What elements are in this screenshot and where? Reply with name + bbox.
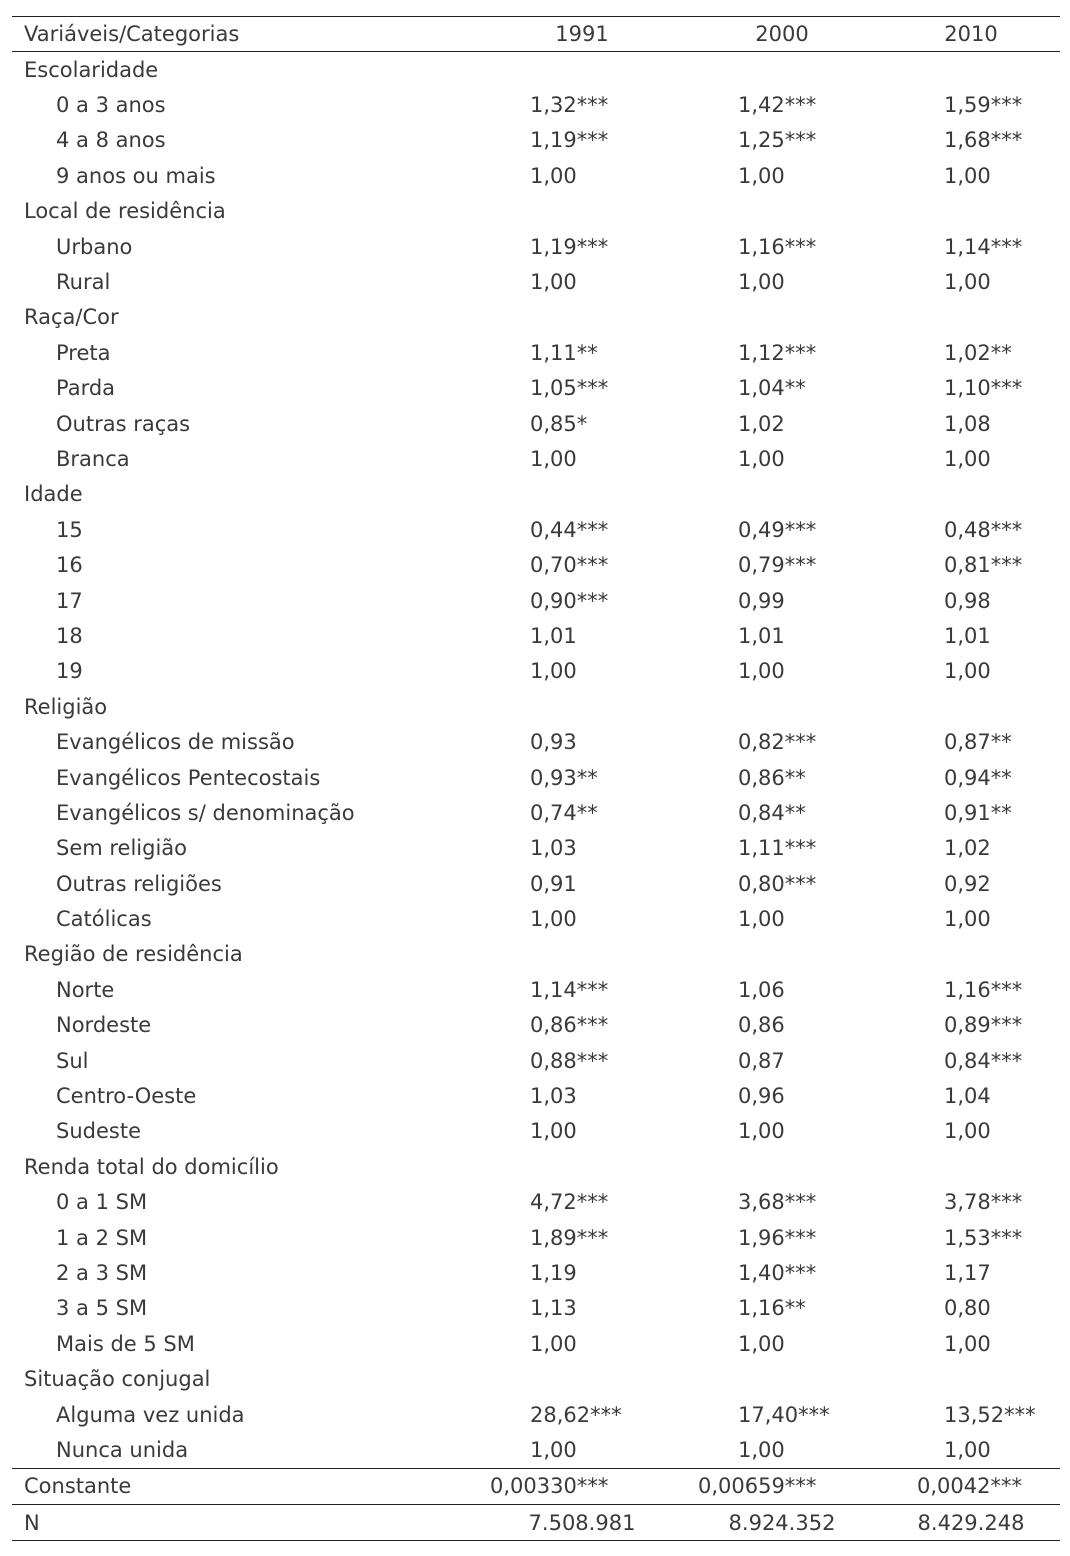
table-row [12,335,1060,370]
table-row [12,1397,1060,1432]
value-1991: 28,62*** [530,1402,622,1427]
value-1991: 4,72*** [530,1190,609,1215]
category-label: 15 [56,517,83,542]
value-1991: 0,70*** [530,553,609,578]
table-row [12,1043,1060,1078]
category-label: 16 [56,553,83,578]
table-row [12,371,1060,406]
category-label: 17 [56,588,83,613]
group-title: Escolaridade [24,57,159,82]
value-2010: 1,04 [944,1084,991,1109]
value-2010: 0,48*** [944,517,1023,542]
value-2010: 1,08 [944,411,991,436]
value-1991: 1,00 [530,446,577,471]
value-2000: 1,04** [738,376,806,401]
table-row [12,1114,1060,1149]
value-2010: 1,01 [944,623,991,648]
value-2000: 1,11*** [738,836,817,861]
table-row [12,123,1060,158]
category-label: Nordeste [56,1013,152,1038]
value-2010: 0,92 [944,871,991,896]
value-1991: 1,00 [530,163,577,188]
value-2000: 0,80*** [738,871,817,896]
value-2000: 1,96*** [738,1225,817,1250]
value-2010: 1,59*** [944,93,1023,118]
value-2010: 1,16*** [944,977,1023,1002]
value-1991: 1,89*** [530,1225,609,1250]
value-1991: 0,90*** [530,588,609,613]
table-row [12,618,1060,653]
value-2010: 1,00 [944,1437,991,1462]
value-2000: 1,00 [738,270,785,295]
value-2010: 0,98 [944,588,991,613]
table-row [12,1291,1060,1326]
group-row [12,194,1060,229]
value-1991: 0,44*** [530,517,609,542]
category-label: Centro-Oeste [56,1084,197,1109]
group-row [12,300,1060,335]
value-2000: 0,49*** [738,517,817,542]
value-1991: 0,85* [530,411,588,436]
category-label: 0 a 3 anos [56,93,166,118]
table-row [12,795,1060,830]
value-2010: 13,52*** [944,1402,1036,1427]
value-2000: 0,84** [738,800,806,825]
table-row [12,512,1060,547]
table-row [12,724,1060,759]
table-row [12,760,1060,795]
category-label: Preta [56,340,111,365]
value-1991: 1,19*** [530,128,609,153]
category-label: 1 a 2 SM [56,1225,148,1250]
constante-row [12,1468,1060,1504]
value-2000: 1,12*** [738,340,817,365]
category-label: 19 [56,659,83,684]
value-1991: 0,88*** [530,1048,609,1073]
category-label: 0 a 1 SM [56,1190,148,1215]
value-2010: 1,00 [944,1331,991,1356]
value-2010: 1,10*** [944,376,1023,401]
n-row [12,1505,1060,1541]
table-row [12,901,1060,936]
value-1991: 1,14*** [530,977,609,1002]
category-label: Rural [56,270,111,295]
value-2000: 1,16** [738,1296,806,1321]
value-1991: 0,00330*** [482,1468,682,1504]
table-body [12,52,1060,1541]
category-label: Branca [56,446,130,471]
value-2000: 0,86 [738,1013,785,1038]
header-label: Variáveis/Categorias [12,17,482,52]
table-row [12,441,1060,476]
value-2000: 1,40*** [738,1260,817,1285]
table-row [12,547,1060,582]
value-2000: 0,82*** [738,730,817,755]
table-row [12,583,1060,618]
table-row [12,1326,1060,1361]
value-1991: 1,00 [530,1331,577,1356]
group-row [12,1149,1060,1184]
table-row [12,831,1060,866]
table-row [12,1432,1060,1468]
value-2000: 1,01 [738,623,785,648]
category-label: 9 anos ou mais [56,163,216,188]
category-label: Outras raças [56,411,191,436]
value-2010: 1,00 [944,907,991,932]
value-2000: 17,40*** [738,1402,830,1427]
value-2010: 0,87** [944,730,1012,755]
value-1991: 1,11** [530,340,598,365]
value-1991: 1,00 [530,659,577,684]
group-title: Região de residência [24,942,243,967]
category-label: Sul [56,1048,89,1073]
category-label: Parda [56,376,116,401]
value-2000: 1,16*** [738,234,817,259]
value-1991: 1,03 [530,1084,577,1109]
category-label: 2 a 3 SM [56,1260,148,1285]
category-label: Católicas [56,907,152,932]
value-1991: 1,19*** [530,234,609,259]
value-1991: 1,00 [530,907,577,932]
group-row [12,52,1060,88]
value-2010: 1,68*** [944,128,1023,153]
category-label: Alguma vez unida [56,1402,245,1427]
category-label: 4 a 8 anos [56,128,166,153]
value-1991: 1,32*** [530,93,609,118]
value-2000: 3,68*** [738,1190,817,1215]
table-row [12,264,1060,299]
value-2010: 1,02 [944,836,991,861]
value-2010: 1,00 [944,1119,991,1144]
table-row [12,1255,1060,1290]
value-2010: 0,89*** [944,1013,1023,1038]
group-title: Situação conjugal [24,1367,211,1392]
value-1991: 0,93** [530,765,598,790]
group-row [12,477,1060,512]
category-label: Evangélicos Pentecostais [56,765,321,790]
value-2010: 1,00 [944,446,991,471]
category-label: Urbano [56,234,133,259]
category-label: Sem religião [56,836,188,861]
value-2010: 1,00 [944,163,991,188]
value-2000: 1,00 [738,163,785,188]
group-row [12,937,1060,972]
value-2000: 1,00 [738,1119,785,1144]
value-1991: 0,91 [530,871,577,896]
value-2000: 8.924.352 [682,1505,882,1541]
value-2010: 1,17 [944,1260,991,1285]
footer-label: N [12,1505,482,1541]
value-2000: 1,02 [738,411,785,436]
value-2010: 0,94** [944,765,1012,790]
table-header [12,17,1060,52]
value-2000: 1,00 [738,446,785,471]
value-2010: 0,91** [944,800,1012,825]
table-row [12,866,1060,901]
value-2000: 1,00 [738,1437,785,1462]
group-row [12,1361,1060,1396]
group-title: Renda total do domicílio [24,1154,279,1179]
value-1991: 1,00 [530,1119,577,1144]
group-title: Local de residência [24,199,226,224]
header-row [12,17,1060,52]
category-label: Outras religiões [56,871,222,896]
header-year-1991: 1991 [482,17,682,52]
value-1991: 0,74** [530,800,598,825]
value-2010: 1,14*** [944,234,1023,259]
value-2000: 0,96 [738,1084,785,1109]
value-1991: 1,05*** [530,376,609,401]
category-label: 18 [56,623,83,648]
table-row [12,972,1060,1007]
group-title: Religião [24,694,108,719]
category-label: Norte [56,977,115,1002]
table-row [12,1220,1060,1255]
category-label: 3 a 5 SM [56,1296,148,1321]
value-2000: 1,06 [738,977,785,1002]
value-1991: 0,86*** [530,1013,609,1038]
footer-label: Constante [12,1468,482,1504]
value-2000: 1,00 [738,1331,785,1356]
value-2010: 0,0042*** [882,1468,1060,1504]
value-1991: 1,13 [530,1296,577,1321]
group-row [12,689,1060,724]
category-label: Evangélicos s/ denominação [56,800,355,825]
value-2010: 1,00 [944,270,991,295]
value-1991: 1,03 [530,836,577,861]
header-year-2010: 2010 [882,17,1060,52]
category-label: Evangélicos de missão [56,730,295,755]
value-2010: 0,80 [944,1296,991,1321]
value-1991: 1,00 [530,270,577,295]
table-row [12,229,1060,264]
header-year-2000: 2000 [682,17,882,52]
table-row [12,406,1060,441]
value-2010: 1,02** [944,340,1012,365]
value-2000: 0,87 [738,1048,785,1073]
category-label: Mais de 5 SM [56,1331,195,1356]
value-2010: 1,53*** [944,1225,1023,1250]
value-2000: 1,00 [738,907,785,932]
value-1991: 1,01 [530,623,577,648]
table-row [12,158,1060,193]
value-2010: 3,78*** [944,1190,1023,1215]
table-row [12,87,1060,122]
value-1991: 1,19 [530,1260,577,1285]
group-title: Raça/Cor [24,305,119,330]
value-2000: 0,99 [738,588,785,613]
value-1991: 0,93 [530,730,577,755]
table-row [12,1008,1060,1043]
value-2000: 1,42*** [738,93,817,118]
table-row [12,1078,1060,1113]
table-row [12,1185,1060,1220]
value-2000: 0,79*** [738,553,817,578]
value-2000: 0,86** [738,765,806,790]
value-2000: 1,00 [738,659,785,684]
group-title: Idade [24,482,83,507]
value-2000: 1,25*** [738,128,817,153]
value-2010: 0,81*** [944,553,1023,578]
category-label: Sudeste [56,1119,141,1144]
value-2010: 8.429.248 [882,1505,1060,1541]
table-row [12,654,1060,689]
value-2000: 0,00659*** [682,1468,882,1504]
value-2010: 1,00 [944,659,991,684]
value-1991: 7.508.981 [482,1505,682,1541]
value-2010: 0,84*** [944,1048,1023,1073]
value-1991: 1,00 [530,1437,577,1462]
odds-ratio-table [12,16,1060,1541]
category-label: Nunca unida [56,1437,189,1462]
